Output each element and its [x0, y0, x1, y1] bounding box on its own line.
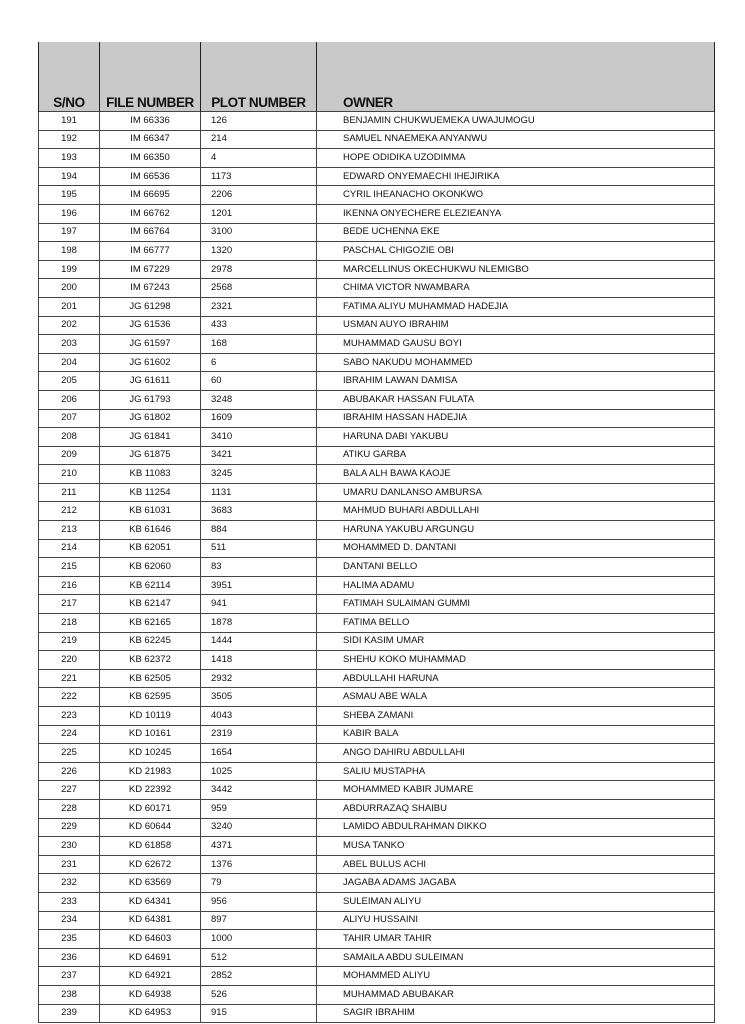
cell-owner: SAMAILA ABDU SULEIMAN	[317, 948, 715, 967]
header-plot-number: PLOT NUMBER	[201, 42, 317, 112]
cell-plot-number: 2568	[201, 279, 317, 298]
header-owner: OWNER	[317, 42, 715, 112]
cell-sno: 239	[39, 1004, 100, 1023]
cell-owner: ABEL BULUS ACHI	[317, 855, 715, 874]
cell-file-number: IM 66350	[100, 149, 201, 168]
cell-owner: ATIKU GARBA	[317, 446, 715, 465]
cell-sno: 194	[39, 167, 100, 186]
cell-owner: SALIU MUSTAPHA	[317, 762, 715, 781]
cell-sno: 197	[39, 223, 100, 242]
table-row	[39, 948, 715, 967]
cell-file-number: KB 11083	[100, 465, 201, 484]
cell-plot-number: 2206	[201, 186, 317, 205]
cell-file-number: KB 62505	[100, 669, 201, 688]
cell-plot-number: 1000	[201, 930, 317, 949]
cell-sno: 205	[39, 372, 100, 391]
cell-file-number: KD 64381	[100, 911, 201, 930]
cell-sno: 199	[39, 260, 100, 279]
cell-owner: USMAN AUYO IBRAHIM	[317, 316, 715, 335]
cell-owner: LAMIDO ABDULRAHMAN DIKKO	[317, 818, 715, 837]
table-row	[39, 483, 715, 502]
cell-file-number: KD 64691	[100, 948, 201, 967]
cell-sno: 230	[39, 837, 100, 856]
cell-sno: 191	[39, 112, 100, 131]
cell-sno: 198	[39, 242, 100, 261]
table-row	[39, 372, 715, 391]
cell-sno: 210	[39, 465, 100, 484]
cell-owner: SULEIMAN ALIYU	[317, 892, 715, 911]
cell-plot-number: 511	[201, 539, 317, 558]
table-row	[39, 967, 715, 986]
cell-plot-number: 6	[201, 353, 317, 372]
table-row	[39, 558, 715, 577]
table-row	[39, 632, 715, 651]
cell-sno: 217	[39, 595, 100, 614]
table-row	[39, 837, 715, 856]
table-row	[39, 725, 715, 744]
cell-owner: EDWARD ONYEMAECHI IHEJIRIKA	[317, 167, 715, 186]
table-row	[39, 502, 715, 521]
cell-file-number: JG 61875	[100, 446, 201, 465]
cell-owner: MUHAMMAD GAUSU BOYI	[317, 335, 715, 354]
table-row	[39, 112, 715, 131]
cell-plot-number: 2319	[201, 725, 317, 744]
cell-file-number: KD 60644	[100, 818, 201, 837]
table-row	[39, 855, 715, 874]
cell-owner: MUSA TANKO	[317, 837, 715, 856]
cell-file-number: KD 10161	[100, 725, 201, 744]
plot-allocation-table	[38, 42, 715, 1023]
table-row	[39, 1004, 715, 1023]
cell-sno: 231	[39, 855, 100, 874]
cell-file-number: KD 64953	[100, 1004, 201, 1023]
cell-plot-number: 1131	[201, 483, 317, 502]
cell-sno: 195	[39, 186, 100, 205]
cell-plot-number: 3683	[201, 502, 317, 521]
cell-owner: ABDURRAZAQ SHAIBU	[317, 799, 715, 818]
cell-sno: 212	[39, 502, 100, 521]
cell-file-number: KB 62372	[100, 651, 201, 670]
cell-file-number: JG 61793	[100, 390, 201, 409]
cell-plot-number: 79	[201, 874, 317, 893]
cell-file-number: KD 64341	[100, 892, 201, 911]
table-body	[39, 112, 715, 1023]
cell-sno: 229	[39, 818, 100, 837]
cell-file-number: KD 64921	[100, 967, 201, 986]
table-row	[39, 316, 715, 335]
cell-sno: 214	[39, 539, 100, 558]
cell-file-number: KB 11254	[100, 483, 201, 502]
cell-owner: ANGO DAHIRU ABDULLAHI	[317, 744, 715, 763]
table-row	[39, 130, 715, 149]
cell-plot-number: 4	[201, 149, 317, 168]
cell-sno: 207	[39, 409, 100, 428]
cell-file-number: JG 61602	[100, 353, 201, 372]
table-header	[39, 42, 715, 112]
table-row	[39, 911, 715, 930]
table-row	[39, 595, 715, 614]
cell-file-number: KD 61858	[100, 837, 201, 856]
cell-plot-number: 3951	[201, 576, 317, 595]
cell-file-number: IM 66347	[100, 130, 201, 149]
cell-owner: MAHMUD BUHARI ABDULLAHI	[317, 502, 715, 521]
cell-owner: MOHAMMED KABIR JUMARE	[317, 781, 715, 800]
cell-sno: 203	[39, 335, 100, 354]
cell-plot-number: 526	[201, 985, 317, 1004]
cell-sno: 226	[39, 762, 100, 781]
cell-file-number: KD 62672	[100, 855, 201, 874]
cell-owner: UMARU DANLANSO AMBURSA	[317, 483, 715, 502]
table-row	[39, 204, 715, 223]
cell-file-number: IM 66777	[100, 242, 201, 261]
table-row	[39, 651, 715, 670]
cell-sno: 228	[39, 799, 100, 818]
cell-file-number: IM 66764	[100, 223, 201, 242]
table-row	[39, 762, 715, 781]
cell-file-number: KD 64938	[100, 985, 201, 1004]
cell-owner: HARUNA DABI YAKUBU	[317, 428, 715, 447]
cell-sno: 209	[39, 446, 100, 465]
cell-owner: CYRIL IHEANACHO OKONKWO	[317, 186, 715, 205]
table-row	[39, 892, 715, 911]
cell-plot-number: 512	[201, 948, 317, 967]
cell-plot-number: 915	[201, 1004, 317, 1023]
cell-file-number: KB 62165	[100, 614, 201, 633]
cell-sno: 218	[39, 614, 100, 633]
cell-sno: 193	[39, 149, 100, 168]
cell-plot-number: 2978	[201, 260, 317, 279]
cell-owner: ASMAU ABE WALA	[317, 688, 715, 707]
cell-owner: ABDULLAHI HARUNA	[317, 669, 715, 688]
cell-plot-number: 3248	[201, 390, 317, 409]
cell-plot-number: 3410	[201, 428, 317, 447]
cell-sno: 215	[39, 558, 100, 577]
cell-owner: BENJAMIN CHUKWUEMEKA UWAJUMOGU	[317, 112, 715, 131]
cell-sno: 196	[39, 204, 100, 223]
cell-file-number: KD 21983	[100, 762, 201, 781]
cell-owner: ALIYU HUSSAINI	[317, 911, 715, 930]
cell-owner: MARCELLINUS OKECHUKWU NLEMIGBO	[317, 260, 715, 279]
cell-file-number: JG 61298	[100, 297, 201, 316]
table-row	[39, 409, 715, 428]
cell-sno: 236	[39, 948, 100, 967]
table-row	[39, 744, 715, 763]
cell-plot-number: 1878	[201, 614, 317, 633]
cell-plot-number: 214	[201, 130, 317, 149]
cell-owner: HALIMA ADAMU	[317, 576, 715, 595]
cell-plot-number: 3100	[201, 223, 317, 242]
cell-sno: 234	[39, 911, 100, 930]
cell-sno: 224	[39, 725, 100, 744]
cell-plot-number: 1654	[201, 744, 317, 763]
cell-owner: JAGABA ADAMS JAGABA	[317, 874, 715, 893]
cell-plot-number: 2932	[201, 669, 317, 688]
cell-plot-number: 1376	[201, 855, 317, 874]
cell-file-number: JG 61802	[100, 409, 201, 428]
cell-sno: 232	[39, 874, 100, 893]
cell-sno: 227	[39, 781, 100, 800]
table-row	[39, 242, 715, 261]
cell-plot-number: 126	[201, 112, 317, 131]
cell-plot-number: 83	[201, 558, 317, 577]
table-row	[39, 149, 715, 168]
cell-sno: 235	[39, 930, 100, 949]
cell-plot-number: 4043	[201, 707, 317, 726]
cell-plot-number: 433	[201, 316, 317, 335]
cell-plot-number: 1173	[201, 167, 317, 186]
table-row	[39, 223, 715, 242]
cell-sno: 221	[39, 669, 100, 688]
cell-file-number: IM 67243	[100, 279, 201, 298]
table-row	[39, 186, 715, 205]
cell-file-number: KD 60171	[100, 799, 201, 818]
table-row	[39, 799, 715, 818]
cell-file-number: JG 61536	[100, 316, 201, 335]
cell-file-number: KB 62060	[100, 558, 201, 577]
cell-sno: 213	[39, 521, 100, 540]
cell-plot-number: 2321	[201, 297, 317, 316]
cell-sno: 204	[39, 353, 100, 372]
cell-plot-number: 897	[201, 911, 317, 930]
cell-file-number: JG 61841	[100, 428, 201, 447]
cell-owner: FATIMA ALIYU MUHAMMAD HADEJIA	[317, 297, 715, 316]
table-row	[39, 521, 715, 540]
cell-plot-number: 2852	[201, 967, 317, 986]
cell-plot-number: 959	[201, 799, 317, 818]
cell-sno: 200	[39, 279, 100, 298]
cell-file-number: IM 66695	[100, 186, 201, 205]
cell-file-number: IM 66336	[100, 112, 201, 131]
table-row	[39, 446, 715, 465]
cell-file-number: KB 61031	[100, 502, 201, 521]
cell-owner: CHIMA VICTOR NWAMBARA	[317, 279, 715, 298]
cell-file-number: KD 10245	[100, 744, 201, 763]
cell-sno: 219	[39, 632, 100, 651]
cell-plot-number: 3421	[201, 446, 317, 465]
cell-file-number: JG 61597	[100, 335, 201, 354]
cell-plot-number: 1418	[201, 651, 317, 670]
cell-file-number: KB 62051	[100, 539, 201, 558]
cell-owner: IBRAHIM HASSAN HADEJIA	[317, 409, 715, 428]
table-row	[39, 297, 715, 316]
cell-plot-number: 60	[201, 372, 317, 391]
table-row	[39, 279, 715, 298]
cell-owner: TAHIR UMAR TAHIR	[317, 930, 715, 949]
cell-plot-number: 3442	[201, 781, 317, 800]
table-row	[39, 428, 715, 447]
cell-owner: BALA ALH BAWA KAOJE	[317, 465, 715, 484]
table-row	[39, 390, 715, 409]
cell-sno: 192	[39, 130, 100, 149]
cell-file-number: KB 62147	[100, 595, 201, 614]
cell-file-number: KD 10119	[100, 707, 201, 726]
table-row	[39, 669, 715, 688]
table-row	[39, 167, 715, 186]
cell-owner: MOHAMMED D. DANTANI	[317, 539, 715, 558]
cell-owner: HOPE ODIDIKA UZODIMMA	[317, 149, 715, 168]
cell-owner: ABUBAKAR HASSAN FULATA	[317, 390, 715, 409]
cell-file-number: KD 64603	[100, 930, 201, 949]
table-row	[39, 707, 715, 726]
cell-sno: 220	[39, 651, 100, 670]
header-row	[39, 42, 715, 112]
table-row	[39, 874, 715, 893]
cell-file-number: KD 22392	[100, 781, 201, 800]
cell-file-number: IM 66762	[100, 204, 201, 223]
table-row	[39, 614, 715, 633]
cell-owner: IKENNA ONYECHERE ELEZIEANYA	[317, 204, 715, 223]
cell-file-number: KD 63569	[100, 874, 201, 893]
cell-owner: MUHAMMAD ABUBAKAR	[317, 985, 715, 1004]
cell-owner: SAGIR IBRAHIM	[317, 1004, 715, 1023]
cell-owner: SAMUEL NNAEMEKA ANYANWU	[317, 130, 715, 149]
table-row	[39, 335, 715, 354]
table-row	[39, 576, 715, 595]
cell-file-number: KB 62245	[100, 632, 201, 651]
cell-owner: SIDI KASIM UMAR	[317, 632, 715, 651]
cell-owner: PASCHAL CHIGOZIE OBI	[317, 242, 715, 261]
cell-owner: IBRAHIM LAWAN DAMISA	[317, 372, 715, 391]
cell-sno: 216	[39, 576, 100, 595]
cell-file-number: KB 62595	[100, 688, 201, 707]
cell-owner: SHEHU KOKO MUHAMMAD	[317, 651, 715, 670]
cell-sno: 211	[39, 483, 100, 502]
cell-sno: 223	[39, 707, 100, 726]
table-row	[39, 781, 715, 800]
cell-owner: MOHAMMED ALIYU	[317, 967, 715, 986]
cell-sno: 233	[39, 892, 100, 911]
cell-plot-number: 1201	[201, 204, 317, 223]
cell-file-number: KB 62114	[100, 576, 201, 595]
cell-sno: 201	[39, 297, 100, 316]
cell-plot-number: 1444	[201, 632, 317, 651]
cell-sno: 202	[39, 316, 100, 335]
cell-sno: 238	[39, 985, 100, 1004]
table-row	[39, 353, 715, 372]
cell-file-number: KB 61646	[100, 521, 201, 540]
cell-owner: HARUNA YAKUBU ARGUNGU	[317, 521, 715, 540]
cell-plot-number: 4371	[201, 837, 317, 856]
table-row	[39, 930, 715, 949]
cell-plot-number: 3240	[201, 818, 317, 837]
cell-sno: 206	[39, 390, 100, 409]
cell-owner: KABIR BALA	[317, 725, 715, 744]
cell-plot-number: 3245	[201, 465, 317, 484]
table-row	[39, 985, 715, 1004]
table-row	[39, 818, 715, 837]
header-sno: S/NO	[39, 42, 100, 112]
cell-owner: FATIMAH SULAIMAN GUMMI	[317, 595, 715, 614]
header-file-number: FILE NUMBER	[100, 42, 201, 112]
table-row	[39, 260, 715, 279]
cell-sno: 237	[39, 967, 100, 986]
cell-plot-number: 1025	[201, 762, 317, 781]
cell-owner: SHEBA ZAMANI	[317, 707, 715, 726]
cell-plot-number: 1609	[201, 409, 317, 428]
cell-owner: BEDE UCHENNA EKE	[317, 223, 715, 242]
cell-plot-number: 941	[201, 595, 317, 614]
table-row	[39, 539, 715, 558]
cell-plot-number: 884	[201, 521, 317, 540]
cell-plot-number: 956	[201, 892, 317, 911]
cell-sno: 208	[39, 428, 100, 447]
table-row	[39, 688, 715, 707]
cell-file-number: IM 67229	[100, 260, 201, 279]
cell-owner: SABO NAKUDU MOHAMMED	[317, 353, 715, 372]
cell-owner: FATIMA BELLO	[317, 614, 715, 633]
cell-sno: 222	[39, 688, 100, 707]
cell-file-number: JG 61611	[100, 372, 201, 391]
cell-owner: DANTANI BELLO	[317, 558, 715, 577]
cell-plot-number: 1320	[201, 242, 317, 261]
cell-file-number: IM 66536	[100, 167, 201, 186]
table-row	[39, 465, 715, 484]
cell-plot-number: 168	[201, 335, 317, 354]
cell-plot-number: 3505	[201, 688, 317, 707]
cell-sno: 225	[39, 744, 100, 763]
